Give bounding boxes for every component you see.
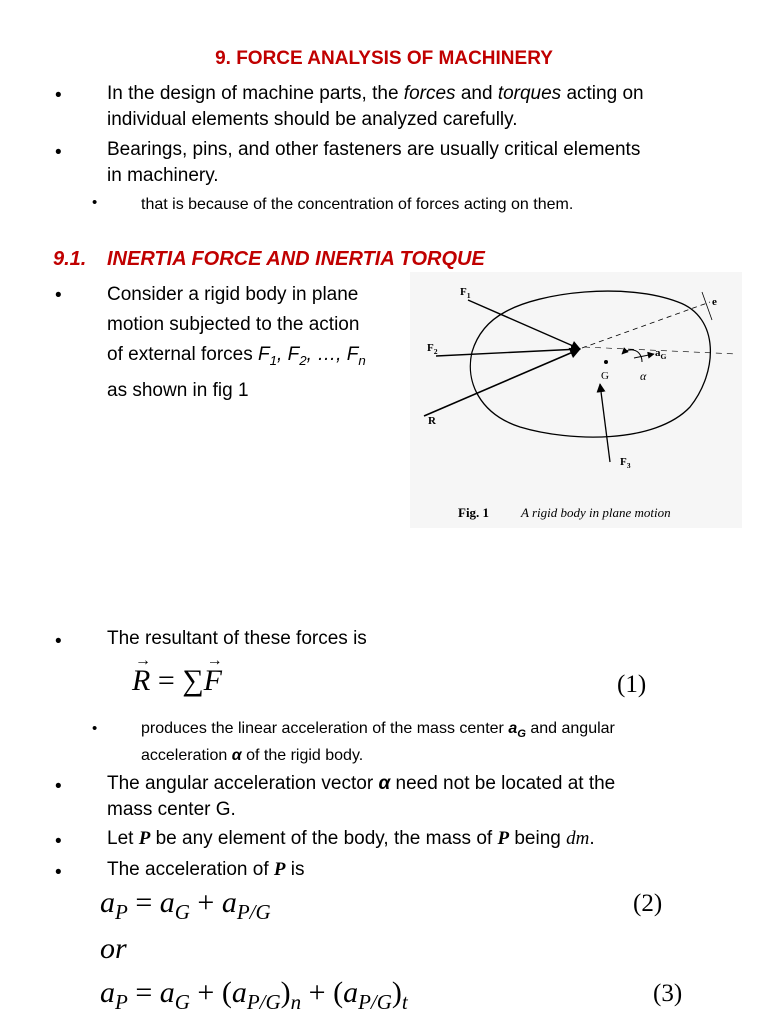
label-f2: $F_2$: [427, 342, 438, 357]
label-f3: $F_3$: [620, 456, 631, 471]
label-g: G: [601, 370, 609, 382]
bullet-text: motion subjected to the action: [107, 314, 360, 335]
label-e: e: [712, 296, 717, 308]
forces-term: forces: [403, 83, 456, 104]
bullet-marker: •: [55, 631, 62, 652]
section-title: INERTIA FORCE AND INERTIA TORQUE: [107, 248, 485, 270]
bullet-text: acting on: [561, 83, 644, 104]
bullet-element-p: Let P be any element of the body, the mass of P being dm.: [107, 828, 595, 849]
rigid-body-diagram: [410, 272, 742, 528]
or-text: or: [100, 932, 127, 965]
sub-bullet-marker: •: [92, 194, 98, 211]
force-f1-arrow: [468, 300, 580, 349]
figure-1: [410, 272, 742, 528]
angular-accel-arc: [622, 350, 642, 362]
bullet-acceleration: The acceleration of P is: [107, 859, 305, 880]
bullet-text: In the design of machine parts, the: [107, 83, 404, 104]
bullet-fasteners: [107, 137, 747, 189]
bullet-marker: •: [55, 142, 62, 163]
bullet-text: Consider a rigid body in plane: [107, 284, 359, 305]
resultant-r-arrow: [424, 349, 580, 416]
bullet-text: and: [455, 83, 498, 104]
bullet-marker: •: [55, 85, 62, 106]
bullet-marker: •: [55, 285, 62, 306]
bullet-marker: •: [55, 776, 62, 797]
label-alpha: α: [640, 369, 647, 383]
sub-bullet-produces: produces the linear acceleration of the mass center $a_G$ and angular acceleration α of the rigid body.: [141, 720, 615, 765]
equation-3-number: (3): [653, 980, 683, 1007]
equation-2: $a_P = a_G + a_{P/G}$: [100, 886, 271, 924]
bullet-marker: •: [55, 862, 62, 883]
mass-center-accel-arrow: [634, 354, 654, 358]
body-outline: [470, 291, 710, 437]
label-a: $a_G$: [655, 347, 667, 362]
page-title: 9. FORCE ANALYSIS OF MACHINERY: [215, 48, 553, 69]
force-f2-arrow: [436, 349, 580, 356]
section-number: 9.1.: [53, 248, 87, 270]
force-f3-arrow: [600, 384, 610, 462]
bullet-forces-torques: [107, 81, 747, 133]
force-list: $F_1$, $F_2$, …, $F_n$: [258, 344, 366, 368]
bullet-marker: •: [55, 831, 62, 852]
label-r: R: [428, 415, 436, 427]
bullet-angular: The angular acceleration vector α need not be located at the mass center G.: [107, 773, 616, 820]
equation-1-number: (1): [617, 671, 647, 698]
bullet-text: of external forces: [107, 344, 259, 365]
equation-2-number: (2): [633, 890, 663, 917]
equation-1: R → = ∑F →: [132, 652, 223, 697]
bullet-consider: [107, 280, 407, 406]
torques-term: torques: [497, 83, 562, 104]
bullet-text: as shown in fig 1: [107, 379, 249, 401]
sub-bullet-concentration: that is because of the concentration of forces acting on them.: [141, 196, 574, 213]
bullet-resultant: The resultant of these forces is: [107, 628, 367, 649]
bullet-text: individual elements should be analyzed carefully.: [107, 109, 518, 130]
figure-caption-text: A rigid body in plane motion: [521, 505, 671, 520]
equation-3: $a_P = a_G + (a_{P/G})_n + (a_{P/G})_t$: [100, 976, 408, 1014]
figure-caption-number: Fig. 1: [458, 505, 490, 520]
label-f1: $F_1$: [460, 286, 471, 301]
eccentricity-dim: [702, 292, 712, 320]
sub-bullet-marker: •: [92, 720, 98, 737]
mass-center: [604, 360, 608, 364]
bullet-text: Bearings, pins, and other fasteners are usually critical elements: [107, 139, 641, 160]
bullet-text: in machinery.: [107, 165, 219, 186]
